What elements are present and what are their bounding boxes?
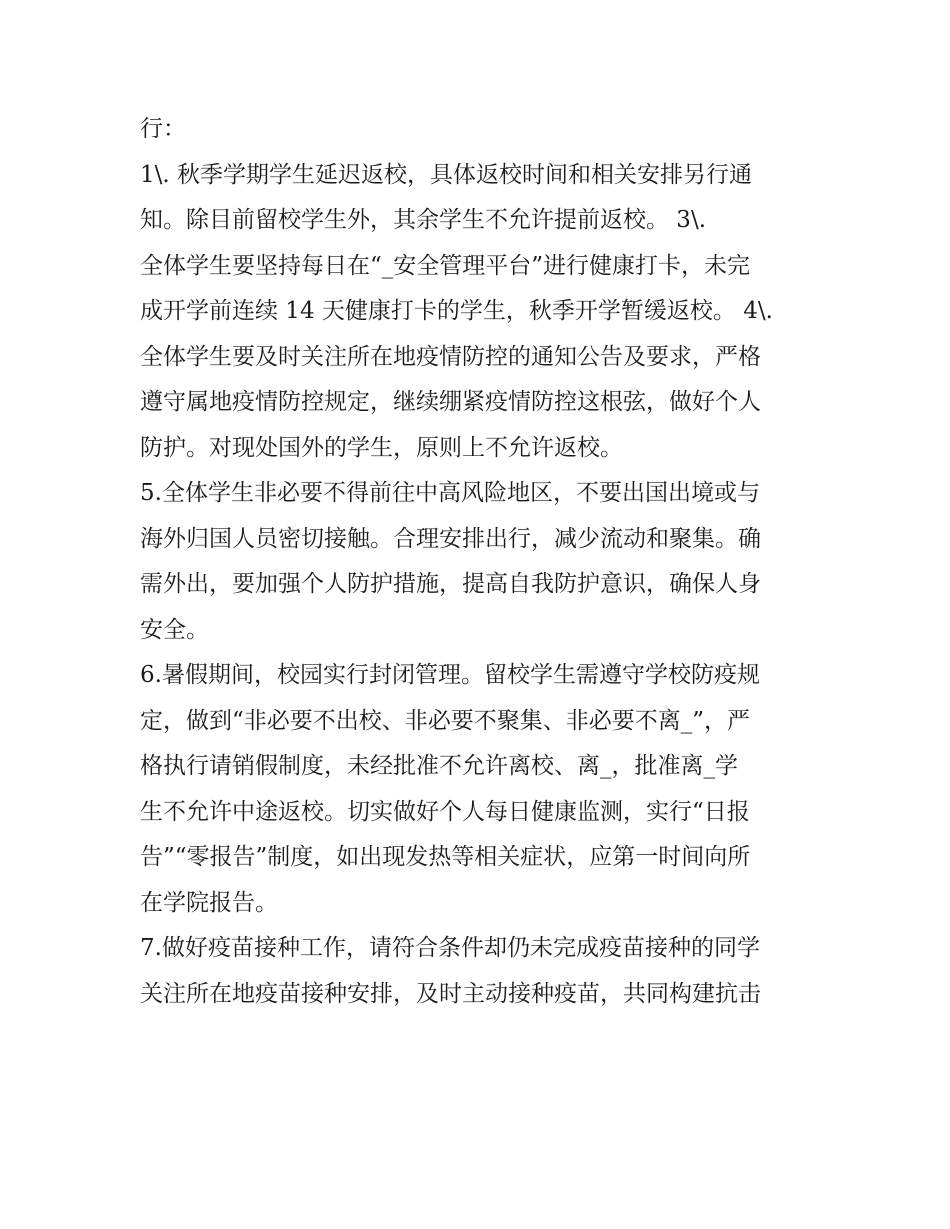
text-line: 全体学生要坚持每日在“_安全管理平台”进行健康打卡，未完 [140, 252, 751, 279]
text-line: 格执行请销假制度，未经批准不允许离校、离_，批准离_学 [140, 753, 738, 779]
text-line: 行： [140, 116, 186, 142]
text-line: 7.做好疫苗接种工作，请符合条件却仍未完成疫苗接种的同学 [140, 935, 760, 961]
text-line: 1\. 秋季学期学生延迟返校，具体返校时间和相关安排另行通 [140, 161, 753, 188]
document-body [140, 107, 820, 1017]
text-line: 关注所在地疫苗接种安排，及时主动接种疫苗，共同构建抗击 [140, 980, 761, 1007]
text-line: 生不允许中途返校。切实做好个人每日健康监测，实行“日报 [140, 798, 750, 825]
text-line: 知。除目前留校学生外，其余学生不允许提前返校。 3\. [140, 207, 707, 233]
text-line: 在学院报告。 [140, 889, 278, 916]
text-line: 遵守属地疫情防控规定，继续绷紧疫情防控这根弦，做好个人 [140, 389, 761, 415]
text-line: 安全。 [140, 616, 209, 643]
text-line: 成开学前连续 14 天健康打卡的学生，秋季开学暂缓返校。 4\. [140, 298, 773, 324]
text-line: 6.暑假期间，校园实行封闭管理。留校学生需遵守学校防疫规 [140, 662, 760, 688]
text-line: 海外归国人员密切接触。合理安排出行，减少流动和聚集。确 [140, 525, 761, 552]
text-line: 定，做到“非必要不出校、非必要不聚集、非必要不离_”，严 [140, 707, 751, 734]
text-line: 5.全体学生非必要不得前往中高风险地区，不要出国出境或与 [140, 480, 760, 506]
text-line: 需外出，要加强个人防护措施，提高自我防护意识，确保人身 [140, 571, 761, 597]
text-line: 告”“零报告”制度，如出现发热等相关症状，应第一时间向所 [140, 844, 751, 870]
text-line: 防护。对现处国外的学生，原则上不允许返校。 [140, 434, 623, 461]
text-line: 全体学生要及时关注所在地疫情防控的通知公告及要求，严格 [140, 343, 761, 370]
